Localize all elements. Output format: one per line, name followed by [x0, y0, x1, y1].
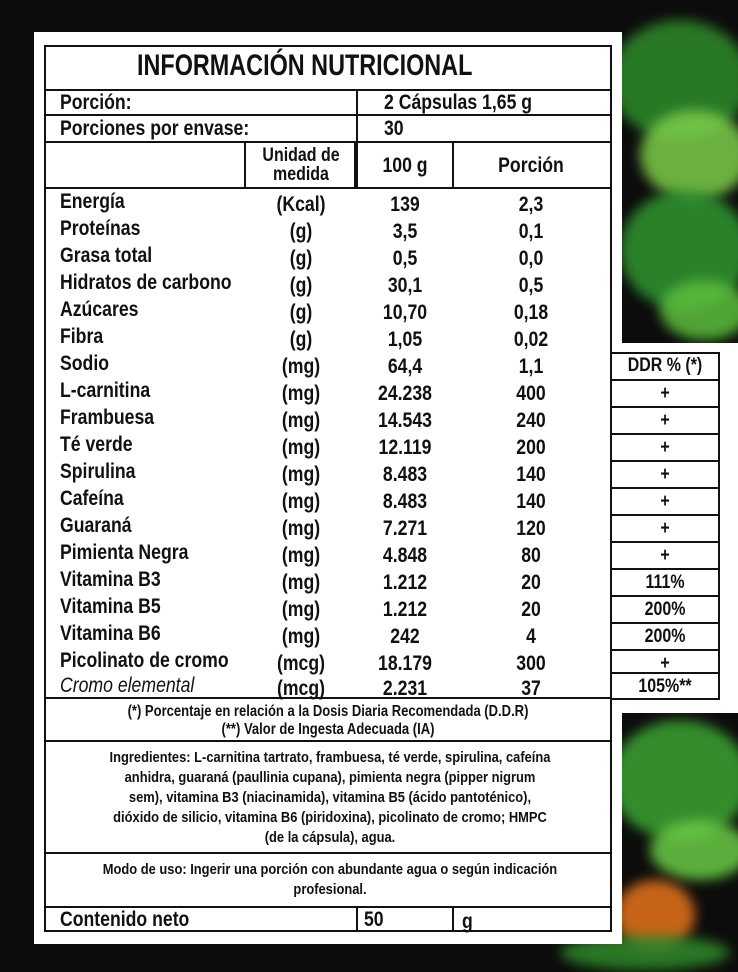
ddr-value: +: [660, 410, 670, 431]
nutrient-unit: (mg): [281, 517, 321, 540]
nutrient-per-portion: 80: [521, 544, 541, 567]
nutrient-per100: 18.179: [378, 652, 432, 675]
nutrient-unit: (g): [289, 274, 313, 297]
nutrient-per100: 8.483: [382, 490, 428, 513]
nutrient-per-portion: 200: [516, 436, 546, 459]
portion-label: Porción:: [60, 91, 132, 114]
ingredients-line: [89, 808, 571, 828]
note-ddr: (*) Porcentaje en relación a la Dosis Diaria Recomendada (D.D.R): [127, 703, 529, 720]
nutrient-name: Azúcares: [60, 298, 139, 321]
unit-header-line2: medida: [273, 164, 329, 185]
nutrient-name: Energía: [60, 190, 125, 213]
portion-header: Porción: [498, 154, 564, 177]
nutrient-name: Grasa total: [60, 244, 153, 267]
nutrient-unit: (mg): [281, 544, 321, 567]
nutrient-unit: (g): [289, 328, 313, 351]
label-title: INFORMACIÓN NUTRICIONAL: [137, 49, 473, 82]
ingredients-label: Ingredientes:: [109, 749, 191, 766]
nutrient-per-portion: 1,1: [518, 355, 544, 378]
nutrient-name: Vitamina B5: [60, 595, 161, 618]
nutrient-per100: 64,4: [387, 355, 423, 378]
nutrient-per100: 14.543: [378, 409, 432, 432]
nutrient-per-portion: 0,5: [518, 274, 544, 297]
servings-value: 30: [384, 117, 404, 140]
ddr-header: DDR % (*): [627, 355, 703, 376]
nutrient-name: Vitamina B3: [60, 568, 161, 591]
net-content-unit: g: [462, 910, 473, 933]
nutrient-unit: (mcg): [276, 677, 326, 700]
nutrient-unit: (g): [289, 301, 313, 324]
nutrient-unit: (mg): [281, 382, 321, 405]
nutrient-name: Spirulina: [60, 460, 136, 483]
ddr-value: +: [660, 437, 670, 458]
nutrient-name: Picolinato de cromo: [60, 649, 229, 672]
nutrient-per-portion: 0,18: [513, 301, 549, 324]
ingredients-line: [89, 788, 571, 808]
net-content-value: 50: [364, 908, 384, 931]
nutrient-per-portion: 20: [521, 571, 541, 594]
ingredients-line-text: sem), vitamina B3 (niacinamida), vitamina B5 (ácido pantoténico),: [128, 789, 532, 806]
usage-line-2: profesional.: [293, 881, 367, 898]
nutrient-per-portion: 120: [516, 517, 546, 540]
ingredients-line: [89, 748, 571, 768]
nutrient-per100: 12.119: [378, 436, 432, 459]
nutrient-unit: (mg): [281, 436, 321, 459]
nutrient-name: Pimienta Negra: [60, 541, 189, 564]
nutrient-per100: 24.238: [378, 382, 432, 405]
ddr-value: +: [660, 653, 670, 674]
unit-header-line1: Unidad de: [262, 145, 340, 166]
ingredients-line: [89, 828, 571, 848]
nutrient-per100: 8.483: [382, 463, 428, 486]
ddr-value: +: [660, 464, 670, 485]
ddr-value: 105%**: [638, 676, 692, 697]
ingredients-line-text: anhidra, guaraná (paullinia cupana), pimienta negra (pipper nigrum: [124, 769, 536, 786]
nutrient-per-portion: 300: [516, 652, 546, 675]
nutrient-per100: 1.212: [382, 571, 428, 594]
net-content-label: Contenido neto: [60, 908, 190, 931]
nutrient-per-portion: 0,0: [518, 247, 544, 270]
ingredients-line: [89, 768, 571, 788]
nutrient-unit: (mg): [281, 490, 321, 513]
nutrient-name: Hidratos de carbono: [60, 271, 232, 294]
nutrient-per100: 139: [390, 193, 420, 216]
nutrient-name: Cafeína: [60, 487, 124, 510]
nutrient-name: Té verde: [60, 433, 133, 456]
nutrient-per-portion: 4: [526, 625, 536, 648]
nutrient-unit: (mg): [281, 571, 321, 594]
usage-text: [50, 860, 610, 900]
nutrient-unit: (g): [289, 247, 313, 270]
nutrient-per100: 0,5: [392, 247, 418, 270]
nutrient-per-portion: 2,3: [518, 193, 544, 216]
nutrient-name: Guaraná: [60, 514, 132, 537]
nutrient-per100: 7.271: [382, 517, 428, 540]
nutrient-per-portion: 240: [516, 409, 546, 432]
nutrient-per100: 4.848: [382, 544, 428, 567]
nutrient-name: L-carnitina: [60, 379, 151, 402]
ddr-value: 200%: [644, 626, 686, 647]
nutrient-per-portion: 20: [521, 598, 541, 621]
nutrient-per100: 3,5: [392, 220, 418, 243]
nutrient-per100: 10,70: [382, 301, 428, 324]
ddr-value: +: [660, 383, 670, 404]
usage-label: Modo de uso:: [102, 861, 187, 878]
ddr-value: +: [660, 518, 670, 539]
ingredients-line-text: dióxido de silicio, vitamina B6 (piridoxina), picolinato de cromo; HMPC: [113, 809, 547, 826]
nutrient-per-portion: 37: [521, 677, 541, 700]
nutrient-per100: 30,1: [387, 274, 423, 297]
nutrient-per100: 242: [390, 625, 420, 648]
ingredients-text: [50, 748, 610, 848]
nutrient-unit: (mg): [281, 598, 321, 621]
nutrient-name: Fibra: [60, 325, 104, 348]
nutrient-per100: 2.231: [382, 677, 428, 700]
nutrient-unit: (mg): [281, 463, 321, 486]
nutrient-per100: 1.212: [382, 598, 428, 621]
usage-line-text: Ingerir una porción con abundante agua o según indicación: [186, 861, 558, 878]
nutrient-unit: (Kcal): [276, 193, 326, 216]
nutrient-name: Vitamina B6: [60, 622, 161, 645]
note-ia: (**) Valor de Ingesta Adecuada (IA): [221, 721, 435, 738]
per100-header: 100 g: [382, 154, 428, 177]
nutrient-unit: (mg): [281, 409, 321, 432]
nutrient-unit: (g): [289, 220, 313, 243]
nutrient-name: Proteínas: [60, 217, 141, 240]
ddr-value: 200%: [644, 599, 686, 620]
portion-value: 2 Cápsulas 1,65 g: [384, 91, 533, 114]
nutrient-per100: 1,05: [387, 328, 423, 351]
usage-line: [89, 860, 571, 880]
nutrient-per-portion: 140: [516, 463, 546, 486]
nutrient-per-portion: 0,02: [513, 328, 549, 351]
nutrient-name: Frambuesa: [60, 406, 155, 429]
nutrient-unit: (mg): [281, 625, 321, 648]
nutrient-unit: (mg): [281, 355, 321, 378]
ddr-value: 111%: [645, 572, 685, 593]
ingredients-line-text: (de la cápsula), agua.: [264, 829, 396, 846]
nutrient-name: Sodio: [60, 352, 109, 375]
nutrient-unit: (mcg): [276, 652, 326, 675]
ddr-value: +: [660, 491, 670, 512]
nutrient-per-portion: 140: [516, 490, 546, 513]
nutrient-name: Cromo elemental: [60, 674, 195, 697]
nutrient-per-portion: 0,1: [518, 220, 544, 243]
ddr-value: +: [660, 545, 670, 566]
nutrient-per-portion: 400: [516, 382, 546, 405]
servings-label: Porciones por envase:: [60, 117, 250, 140]
ingredients-line-text: L-carnitina tartrato, frambuesa, té verde, spirulina, cafeína: [190, 749, 551, 766]
